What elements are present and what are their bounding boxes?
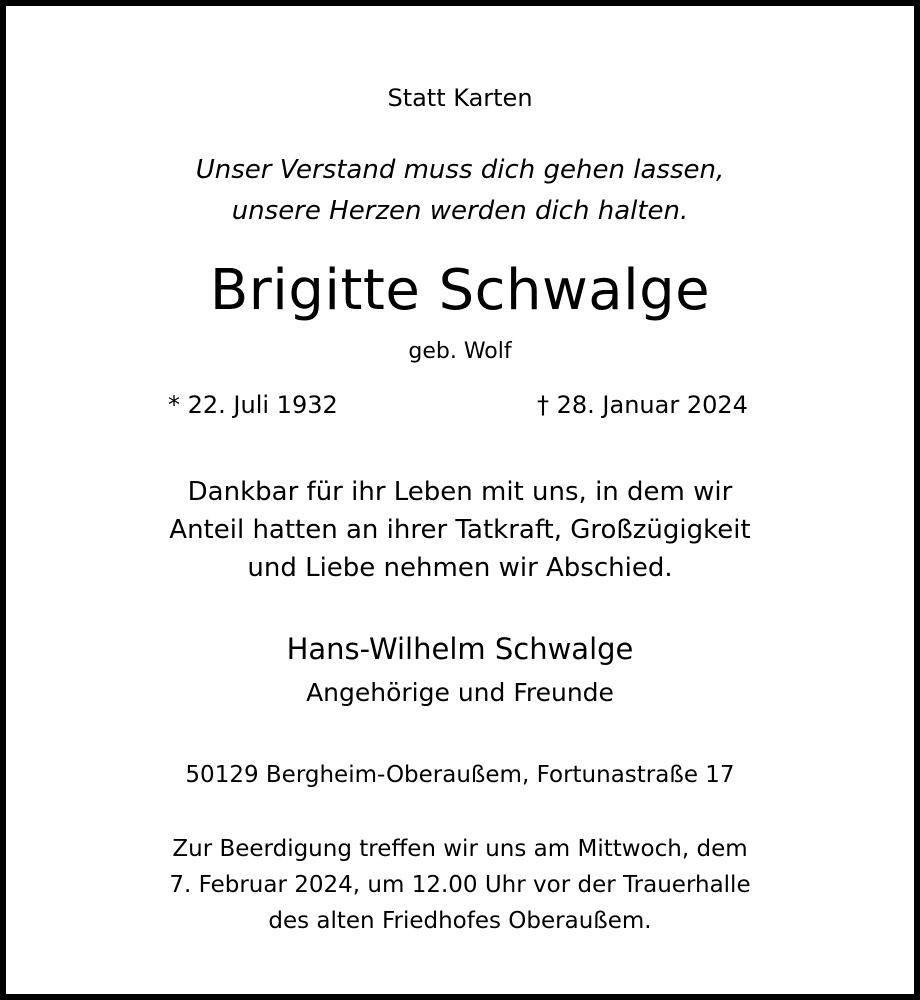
funeral-line-1: Zur Beerdigung treffen wir uns am Mittwoch, dem <box>172 836 748 862</box>
birth-date: * 22. Juli 1932 <box>168 391 338 419</box>
thanks-line-3: und Liebe nehmen wir Abschied. <box>247 553 673 583</box>
relatives-line: Angehörige und Freunde <box>306 678 614 707</box>
deceased-name: Brigitte Schwalge <box>209 258 711 323</box>
motto-line-1: Unser Verstand muss dich gehen lassen, <box>195 155 725 185</box>
maiden-name: geb. Wolf <box>408 339 512 364</box>
mourner-name: Hans-Wilhelm Schwalge <box>286 632 634 666</box>
thanks-line-2: Anteil hatten an ihrer Tatkraft, Großzügigkeit <box>169 515 751 545</box>
funeral-line-3: des alten Friedhofes Oberaußem. <box>268 908 652 934</box>
death-date: † 28. Januar 2024 <box>537 391 748 419</box>
thanks-line-1: Dankbar für ihr Leben mit uns, in dem wir <box>187 477 733 507</box>
motto-line-2: unsere Herzen werden dich halten. <box>231 196 689 226</box>
address-line: 50129 Bergheim-Oberaußem, Fortunastraße 17 <box>185 762 735 788</box>
funeral-line-2: 7. Februar 2024, um 12.00 Uhr vor der Trauerhalle <box>169 872 751 898</box>
notice-header: Statt Karten <box>387 84 533 112</box>
